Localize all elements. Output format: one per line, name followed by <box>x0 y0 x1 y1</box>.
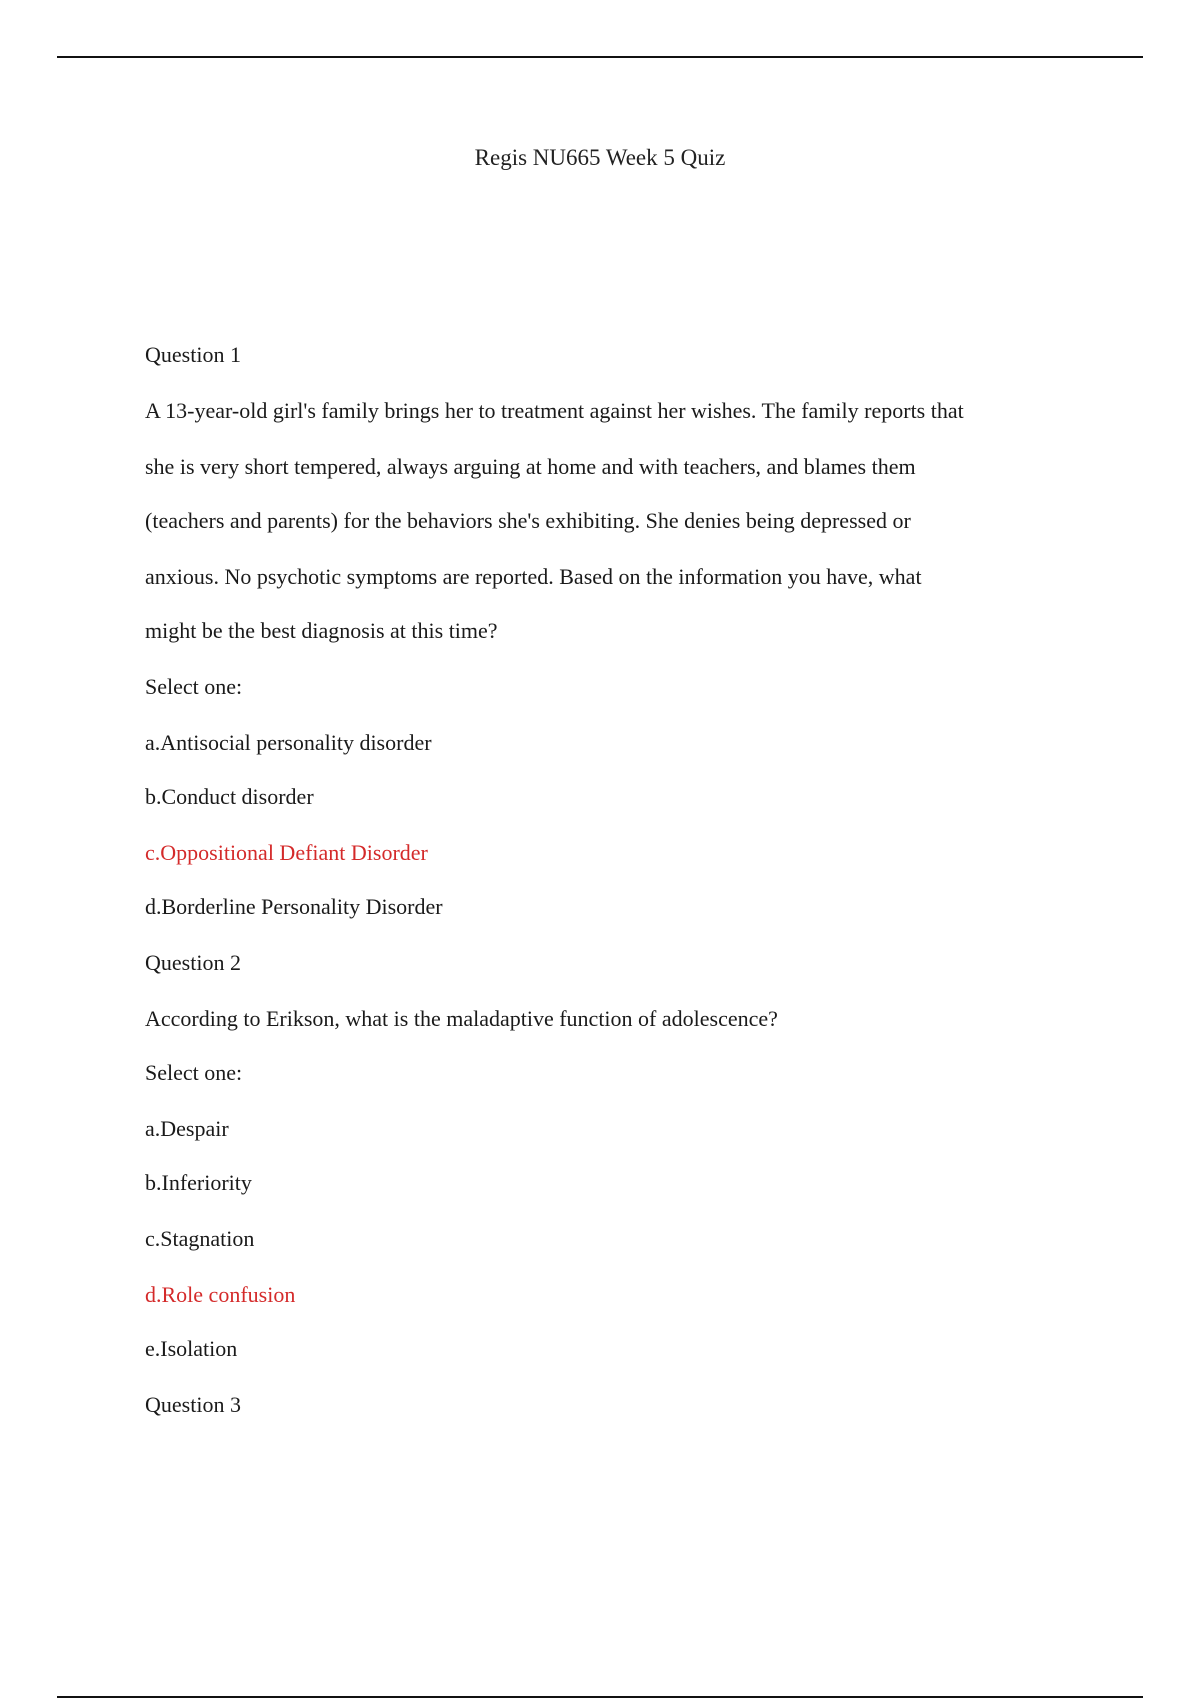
question-1-text-line-4: anxious. No psychotic symptoms are reported. Based on the information you have, what <box>145 564 922 589</box>
question-2-select-prompt: Select one: <box>145 1060 243 1085</box>
question-1-option-c-correct: c.Oppositional Defiant Disorder <box>145 840 428 865</box>
document-title: Regis NU665 Week 5 Quiz <box>474 145 726 170</box>
question-1-option-d: d.Borderline Personality Disorder <box>145 894 443 919</box>
question-2-option-e: e.Isolation <box>145 1336 238 1361</box>
question-2-heading: Question 2 <box>145 950 241 975</box>
question-1-text-line-1: A 13-year-old girl's family brings her to treatment against her wishes. The family reports that <box>145 398 964 423</box>
top-rule <box>57 56 1143 58</box>
question-2-option-d-correct: d.Role confusion <box>145 1282 296 1307</box>
question-2-option-a: a.Despair <box>145 1116 229 1141</box>
question-1-select-prompt: Select one: <box>145 674 243 699</box>
question-1-text-line-5: might be the best diagnosis at this time? <box>145 618 498 643</box>
question-2-option-c: c.Stagnation <box>145 1226 255 1251</box>
question-1-text-line-3: (teachers and parents) for the behaviors she's exhibiting. She denies being depressed or <box>145 508 911 533</box>
bottom-rule <box>57 1696 1143 1698</box>
question-2-text: According to Erikson, what is the maladaptive function of adolescence? <box>145 1006 778 1031</box>
question-1-text-line-2: she is very short tempered, always arguing at home and with teachers, and blames them <box>145 454 916 479</box>
question-1-heading: Question 1 <box>145 342 241 367</box>
question-2-option-b: b.Inferiority <box>145 1170 252 1195</box>
question-3-heading: Question 3 <box>145 1392 241 1417</box>
question-1-option-b: b.Conduct disorder <box>145 784 314 809</box>
question-1-option-a: a.Antisocial personality disorder <box>145 730 432 755</box>
